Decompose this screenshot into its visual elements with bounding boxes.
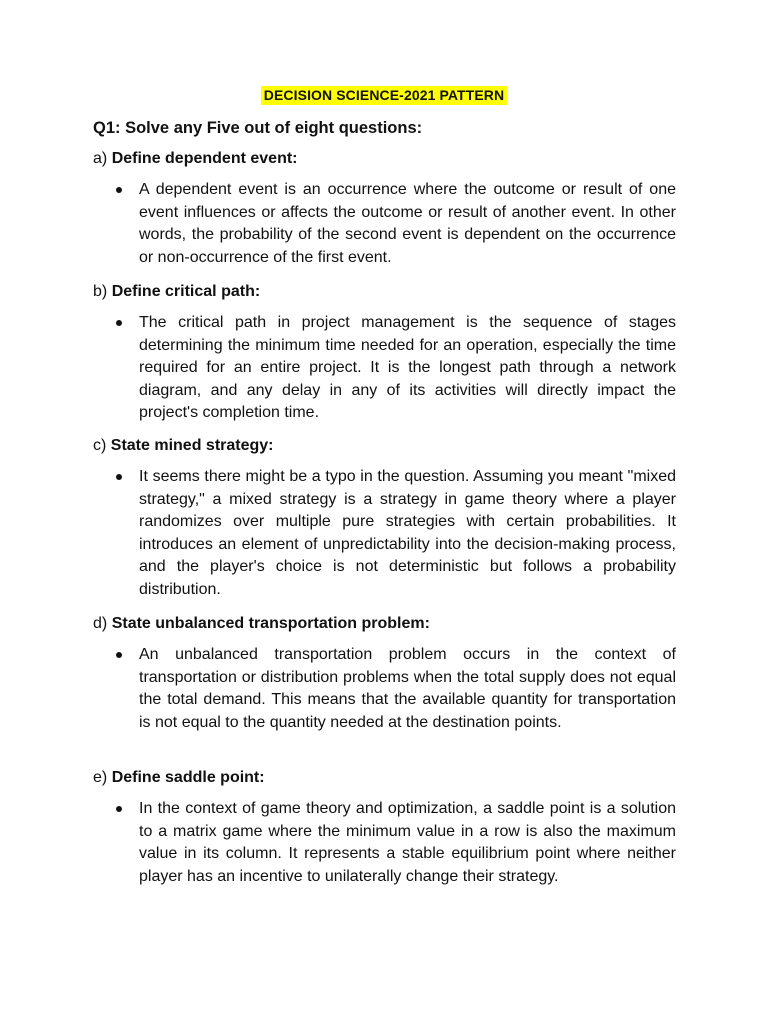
document-title: DECISION SCIENCE-2021 PATTERN [261,86,507,105]
item-e-heading [93,766,265,790]
item-a-heading [93,147,298,171]
question-heading: Q1: Solve any Five out of eight questions: [93,119,423,137]
item-a-title: Define dependent event: [111,150,298,167]
item-d-title: State unbalanced transportation problem: [111,615,430,632]
item-b-prefix: b) [93,283,108,300]
item-b-answer: The critical path in project management is the sequence of stages determining the minimum time needed for an operation, especially the time required for an entire project. It is the longest path through a network diagram, and any delay in any of its activities will directly impact the project's completion time. [139,314,676,421]
item-a-prefix: a) [93,150,108,167]
bullet-icon [116,652,122,658]
item-d-answer: An unbalanced transportation problem occurs in the context of transportation or distribution problems when the total supply does not equal the total demand. This means that the available quantity for transportation is not equal to the quantity needed at the destination points. [139,646,676,731]
item-e-title: Define saddle point: [111,769,265,786]
item-c-title: State mined strategy: [110,437,274,454]
item-d-heading [93,612,430,636]
item-b-title: Define critical path: [111,283,261,300]
item-e-prefix: e) [93,769,108,786]
item-b-heading [93,280,260,304]
bullet-icon [116,320,122,326]
bullet-icon [116,474,122,480]
bullet-icon [116,806,122,812]
item-c-prefix: c) [93,437,107,454]
item-a-answer: A dependent event is an occurrence where the outcome or result of one event influences or affects the outcome or result of another event. In other words, the probability of the second event is dependent on the occurrence or non-occurrence of the first event. [139,181,676,266]
item-d-prefix: d) [93,615,108,632]
bullet-icon [116,187,122,193]
item-c-heading [93,434,274,458]
item-e-answer: In the context of game theory and optimization, a saddle point is a solution to a matrix game where the minimum value in a row is also the maximum value in its column. It represents a stable equilibrium point where neither player has an incentive to unilaterally change their strategy. [139,800,676,885]
item-c-answer: It seems there might be a typo in the question. Assuming you meant "mixed strategy," a mixed strategy is a strategy in game theory where a player randomizes over multiple pure strategies with certain probabilities. It introduces an element of unpredictability into the decision-making process, and the player's choice is not deterministic but follows a probability distribution. [139,468,676,598]
title-wrapper [0,86,768,105]
